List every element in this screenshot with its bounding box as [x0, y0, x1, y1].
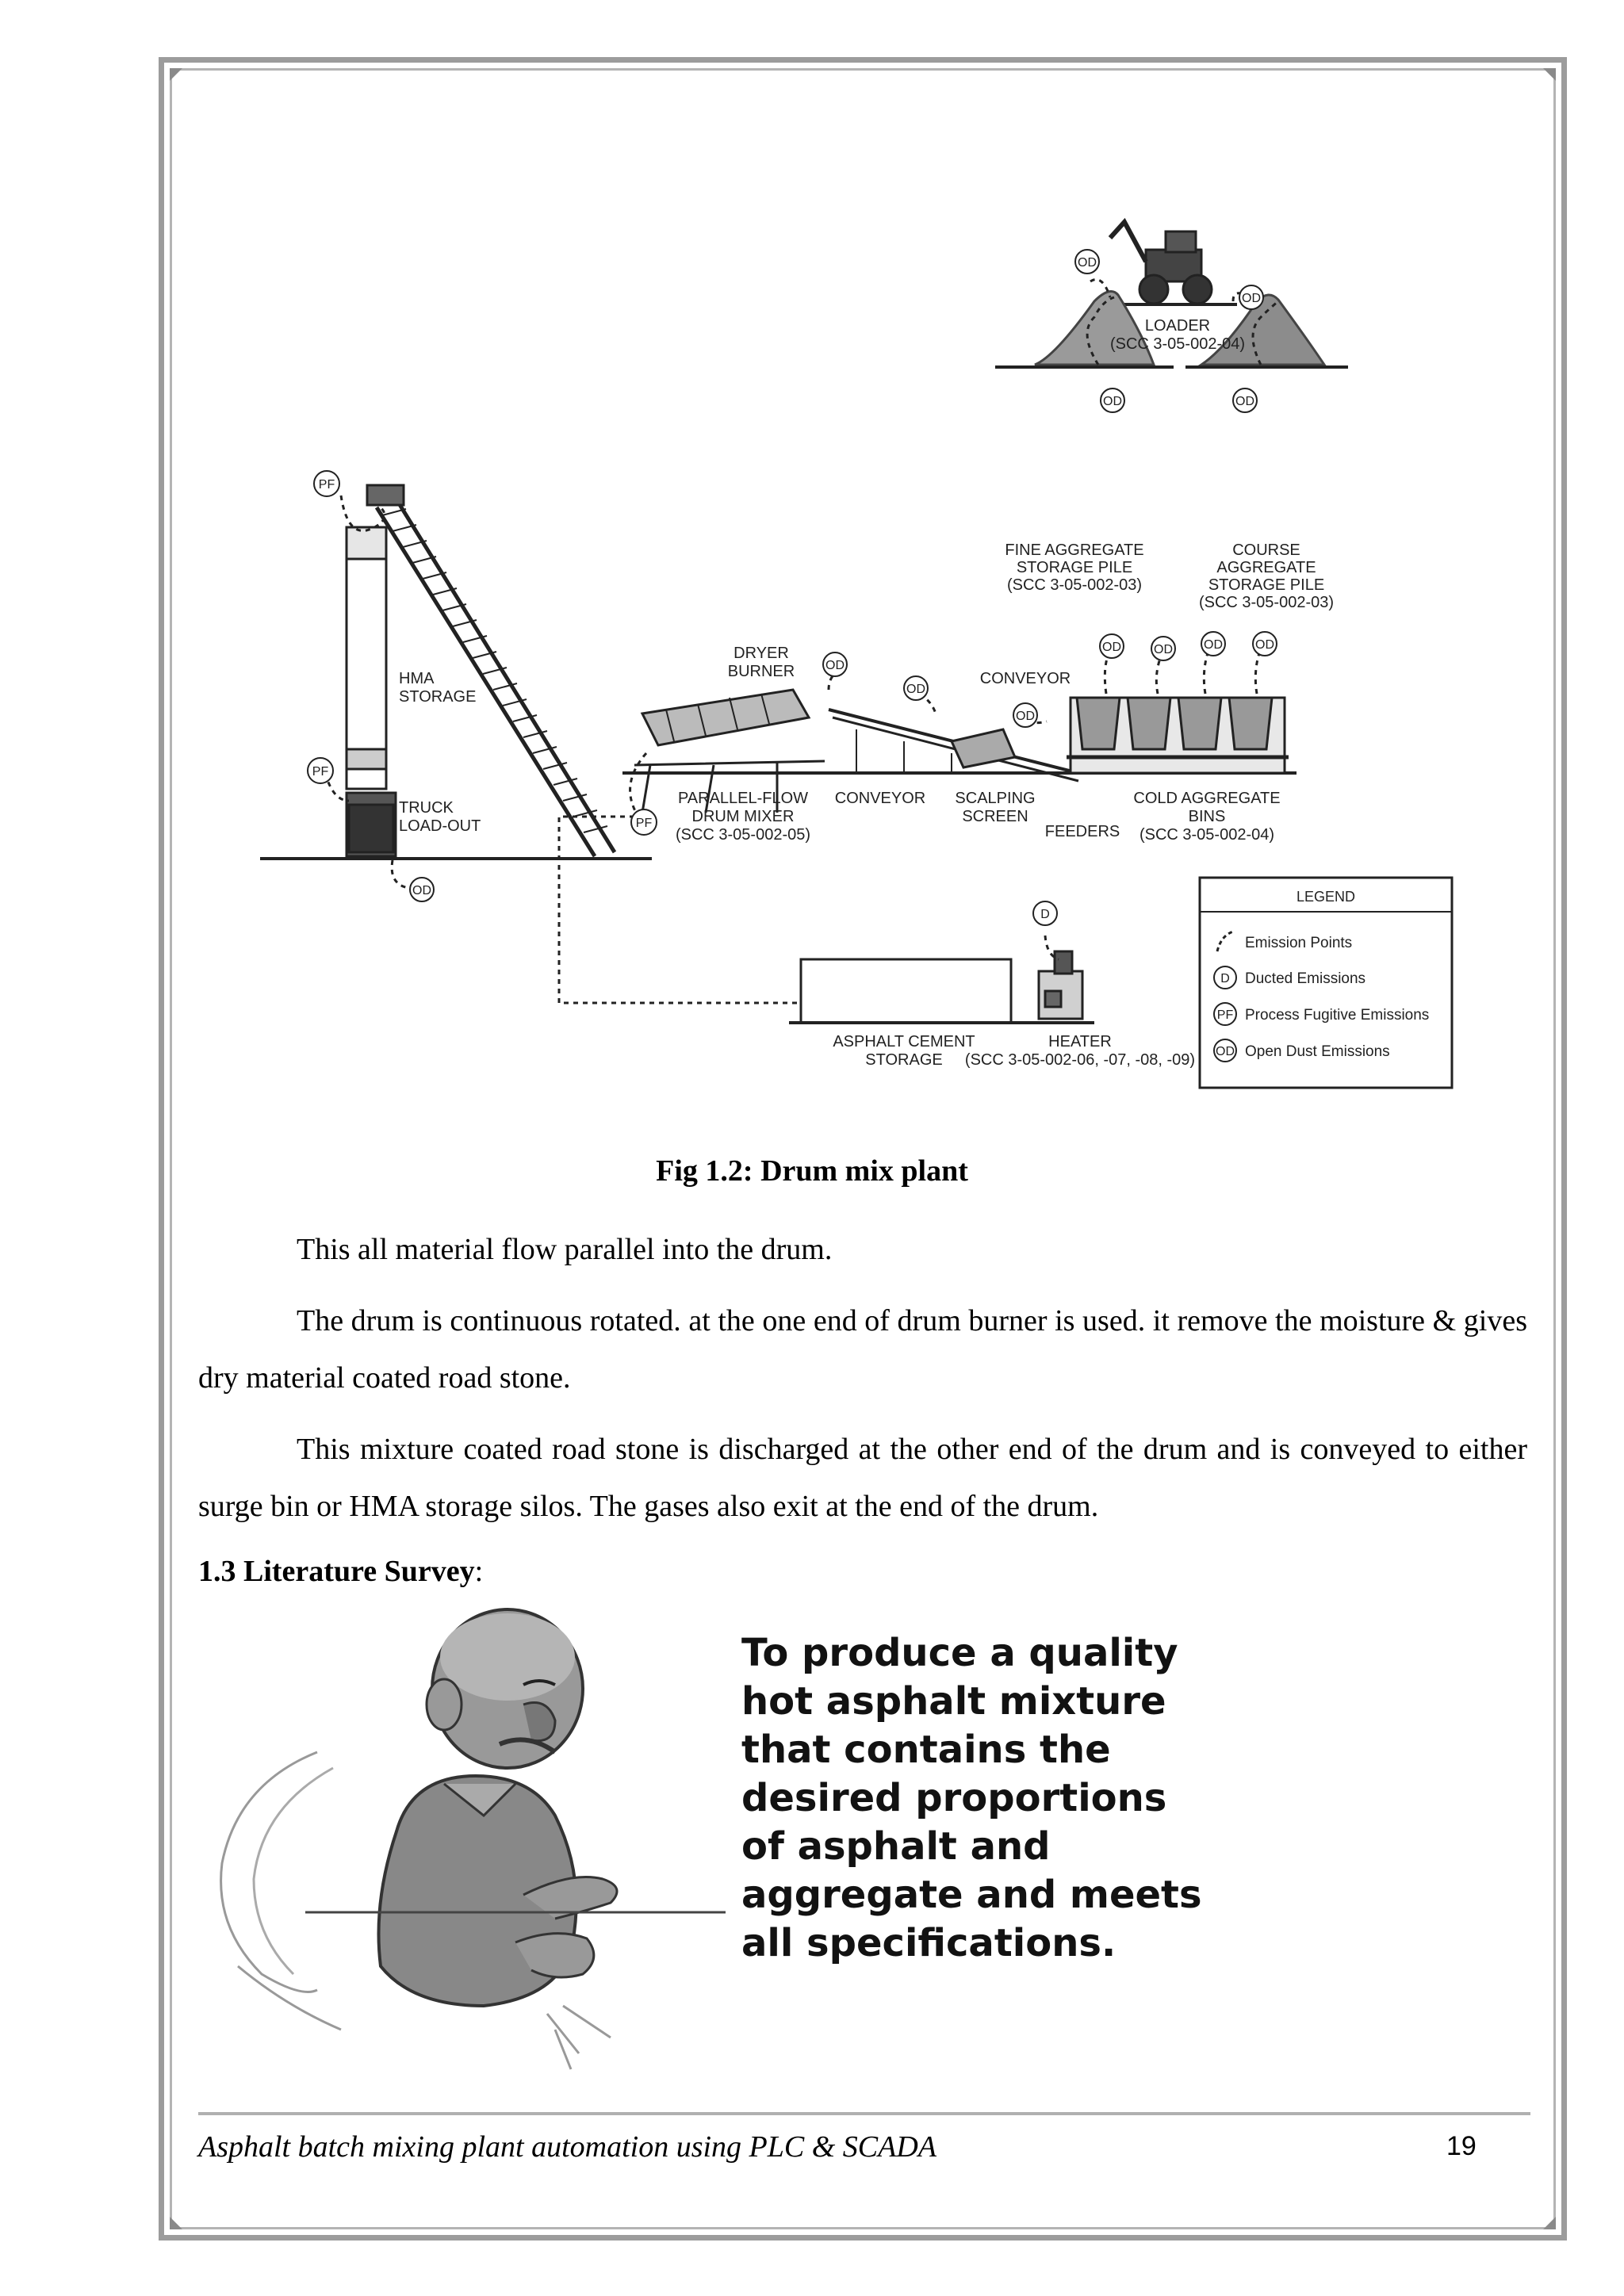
od-marker — [1075, 250, 1099, 274]
svg-text:PF: PF — [635, 817, 653, 830]
label-scalping-screen: SCREEN — [962, 808, 1028, 825]
svg-text:OD: OD — [906, 683, 925, 696]
label-hma-storage: HMA — [399, 670, 435, 687]
label-fine-pile-scc: (SCC 3-05-002-03) — [1006, 576, 1143, 594]
svg-text:OD: OD — [825, 659, 845, 672]
label-feeders: FEEDERS — [1044, 823, 1120, 840]
svg-text:OD: OD — [1235, 395, 1254, 408]
label-hma-storage: STORAGE — [399, 688, 477, 706]
svg-text:OD: OD — [1255, 638, 1274, 652]
legend-item: Process Fugitive Emissions — [1245, 1007, 1430, 1024]
label-cold-bins: COLD AGGREGATE — [1133, 790, 1281, 807]
label-parallel-flow-scc: (SCC 3-05-002-05) — [675, 826, 811, 844]
legend-title: LEGEND — [1296, 889, 1356, 905]
label-truck-load-out: LOAD-OUT — [399, 817, 481, 835]
od-marker — [1100, 634, 1124, 658]
quality-statement: To produce a quality hot asphalt mixture that contains the desired proportions of asphalt and aggregate and meets all specifications. — [741, 1631, 1202, 1965]
svg-text:PF: PF — [1216, 1008, 1234, 1022]
label-course-pile-scc: (SCC 3-05-002-03) — [1198, 594, 1335, 611]
od-marker — [410, 878, 434, 901]
legend-item: Open Dust Emissions — [1245, 1043, 1390, 1060]
body-paragraph: This mixture coated road stone is discharged at the other end of the drum and is conveyed to either surge bin or HMA storage silos. The gases also exit at the end of the drum. — [198, 1433, 1527, 1523]
label-cold-bins: BINS — [1188, 808, 1226, 825]
asphalt-cement-storage — [801, 959, 1011, 1023]
svg-text:OD: OD — [1103, 395, 1122, 408]
label-dryer-burner: BURNER — [727, 663, 795, 680]
label-dryer-burner: DRYER — [733, 645, 789, 662]
fine-aggregate-pile — [1035, 292, 1154, 365]
od-marker — [1151, 637, 1175, 660]
svg-text:OD: OD — [1154, 643, 1173, 656]
label-asphalt-storage: STORAGE — [865, 1051, 943, 1069]
od-marker — [1201, 632, 1225, 656]
label-parallel-flow: PARALLEL-FLOW — [677, 790, 809, 807]
label-course-pile: AGGREGATE — [1216, 559, 1316, 576]
label-loader-scc: (SCC 3-05-002-04) — [1109, 335, 1246, 353]
svg-text:PF: PF — [312, 765, 329, 779]
legend-item: Ducted Emissions — [1245, 970, 1366, 987]
od-marker — [1101, 388, 1124, 412]
figure-caption: Fig 1.2: Drum mix plant — [656, 1154, 968, 1188]
svg-text:OD: OD — [1204, 638, 1223, 652]
od-marker — [904, 676, 928, 700]
legend — [1200, 878, 1452, 1088]
label-parallel-flow: DRUM MIXER — [691, 808, 795, 825]
label-scalping-screen: SCALPING — [955, 790, 1036, 807]
od-marker — [823, 652, 847, 676]
body-paragraph: The drum is continuous rotated. at the one end of drum burner is used. it remove the moisture & gives dry material coated road stone. — [198, 1304, 1527, 1395]
heater-icon — [1039, 951, 1082, 1019]
footer-rule — [198, 2112, 1530, 2115]
truck-load-out — [349, 805, 393, 852]
label-heater: HEATER — [1048, 1033, 1112, 1050]
svg-text:OD: OD — [1242, 292, 1261, 305]
label-conveyor-top: CONVEYOR — [979, 670, 1071, 687]
label-truck-load-out: TRUCK — [399, 799, 454, 817]
label-loader: LOADER — [1144, 317, 1211, 335]
svg-text:OD: OD — [1078, 256, 1097, 270]
label-cold-bins-scc: (SCC 3-05-002-04) — [1139, 826, 1275, 844]
legend-item: Emission Points — [1245, 935, 1353, 951]
loader-icon — [1110, 222, 1237, 304]
svg-text:D: D — [1040, 908, 1050, 921]
label-course-pile: STORAGE PILE — [1208, 576, 1325, 594]
page-number: 19 — [1446, 2131, 1477, 2161]
d-marker — [1033, 901, 1057, 925]
label-fine-pile: STORAGE PILE — [1016, 559, 1133, 576]
footer-title: Asphalt batch mixing plant automation using PLC & SCADA — [198, 2130, 936, 2164]
od-marker — [1013, 703, 1037, 727]
label-fine-pile: FINE AGGREGATE — [1005, 541, 1144, 559]
od-marker — [1239, 285, 1263, 309]
label-heater-scc: (SCC 3-05-002-06, -07, -08, -09) — [964, 1051, 1196, 1069]
section-heading: 1.3 Literature Survey: — [198, 1555, 484, 1588]
label-course-pile: COURSE — [1232, 541, 1300, 559]
svg-text:OD: OD — [412, 884, 431, 897]
pf-marker — [631, 809, 657, 835]
svg-text:OD: OD — [1016, 710, 1035, 723]
pf-marker — [308, 758, 333, 783]
pf-marker — [314, 471, 339, 496]
svg-text:OD: OD — [1216, 1045, 1235, 1058]
cold-aggregate-bins — [1067, 698, 1289, 773]
label-asphalt-storage: ASPHALT CEMENT — [833, 1033, 975, 1050]
svg-text:PF: PF — [318, 478, 335, 492]
svg-text:OD: OD — [1102, 641, 1121, 654]
label-conveyor-bottom: CONVEYOR — [834, 790, 926, 807]
od-marker — [1253, 632, 1277, 656]
svg-text:D: D — [1220, 972, 1230, 985]
body-paragraph: This all material flow parallel into the drum. — [297, 1233, 833, 1266]
od-marker — [1233, 388, 1257, 412]
